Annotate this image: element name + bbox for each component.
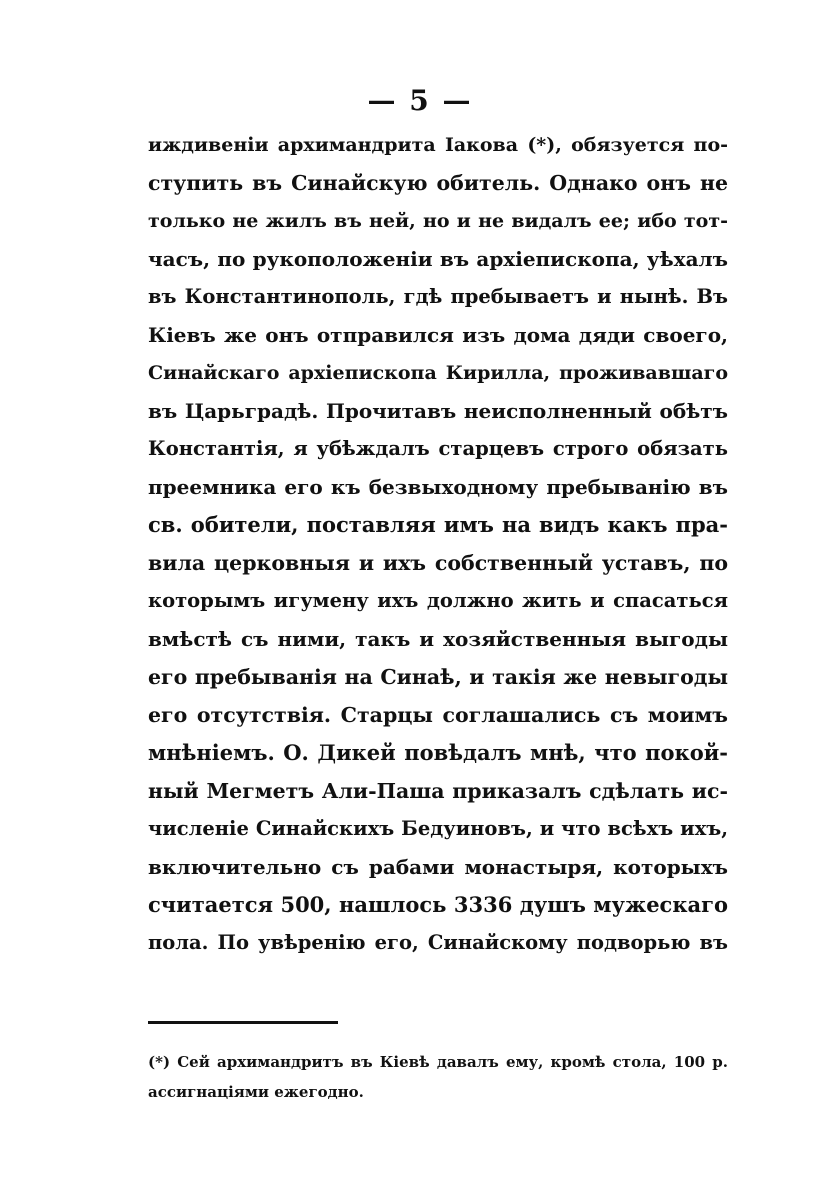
text-line: ный Мегметъ Али-Паша приказалъ сдѣлать ис- bbox=[148, 779, 728, 803]
body-text bbox=[148, 126, 728, 962]
footnote-divider bbox=[148, 1021, 338, 1024]
text-line: часъ, по рукоположеніи въ архіепископа, уѣхалъ bbox=[148, 247, 728, 271]
text-line: Константія, я убѣждалъ старцевъ строго обязать bbox=[148, 437, 728, 460]
text-line: вила церковныя и ихъ собственный уставъ, по bbox=[148, 551, 728, 575]
text-line: его отсутствія. Старцы соглашались съ моимъ bbox=[148, 703, 728, 727]
text-line: иждивеніи архимандрита Іакова (*), обязуется по- bbox=[148, 134, 728, 156]
footnote-line: (*) Сей архимандритъ въ Кіевѣ давалъ ему, кромѣ стола, 100 р. bbox=[148, 1053, 728, 1071]
text-line: только не жилъ въ ней, но и не видалъ ее; ибо тот- bbox=[148, 210, 728, 232]
page-number: — 5 — bbox=[367, 84, 473, 117]
text-line: численіе Синайскихъ Бедуиновъ, и что всѣхъ ихъ, bbox=[148, 817, 728, 840]
footnote bbox=[148, 1047, 728, 1107]
text-line: Синайскаго архіепископа Кирилла, проживавшаго bbox=[148, 362, 728, 384]
text-line: пола. По увѣренію его, Синайскому подворью въ bbox=[148, 931, 728, 954]
text-line: считается 500, нашлось 3336 душъ мужескаго bbox=[148, 892, 728, 917]
text-line: ступить въ Синайскую обитель. Однако онъ не bbox=[148, 171, 728, 195]
text-line: преемника его къ безвыходному пребыванію въ bbox=[148, 475, 728, 499]
text-line: мнѣніемъ. О. Дикей повѣдалъ мнѣ, что покой- bbox=[148, 740, 728, 765]
text-line: въ Царьградѣ. Прочитавъ неисполненный обѣтъ bbox=[148, 399, 728, 423]
text-line: включительно съ рабами монастыря, которыхъ bbox=[148, 855, 728, 879]
text-line: которымъ игумену ихъ должно жить и спасаться bbox=[148, 589, 728, 612]
footnote-line: ассигнаціями ежегодно. bbox=[148, 1083, 364, 1101]
text-line: св. обители, поставляя имъ на видъ какъ пра- bbox=[148, 512, 728, 537]
text-line: вмѣстѣ съ ними, такъ и хозяйственныя выгоды bbox=[148, 627, 728, 651]
text-line: въ Константинополь, гдѣ пребываетъ и нынѣ. Въ bbox=[148, 285, 728, 308]
text-line: Кіевъ же онъ отправился изъ дома дяди своего, bbox=[148, 323, 728, 347]
text-line: его пребыванія на Синаѣ, и такія же невыгоды bbox=[148, 665, 728, 689]
